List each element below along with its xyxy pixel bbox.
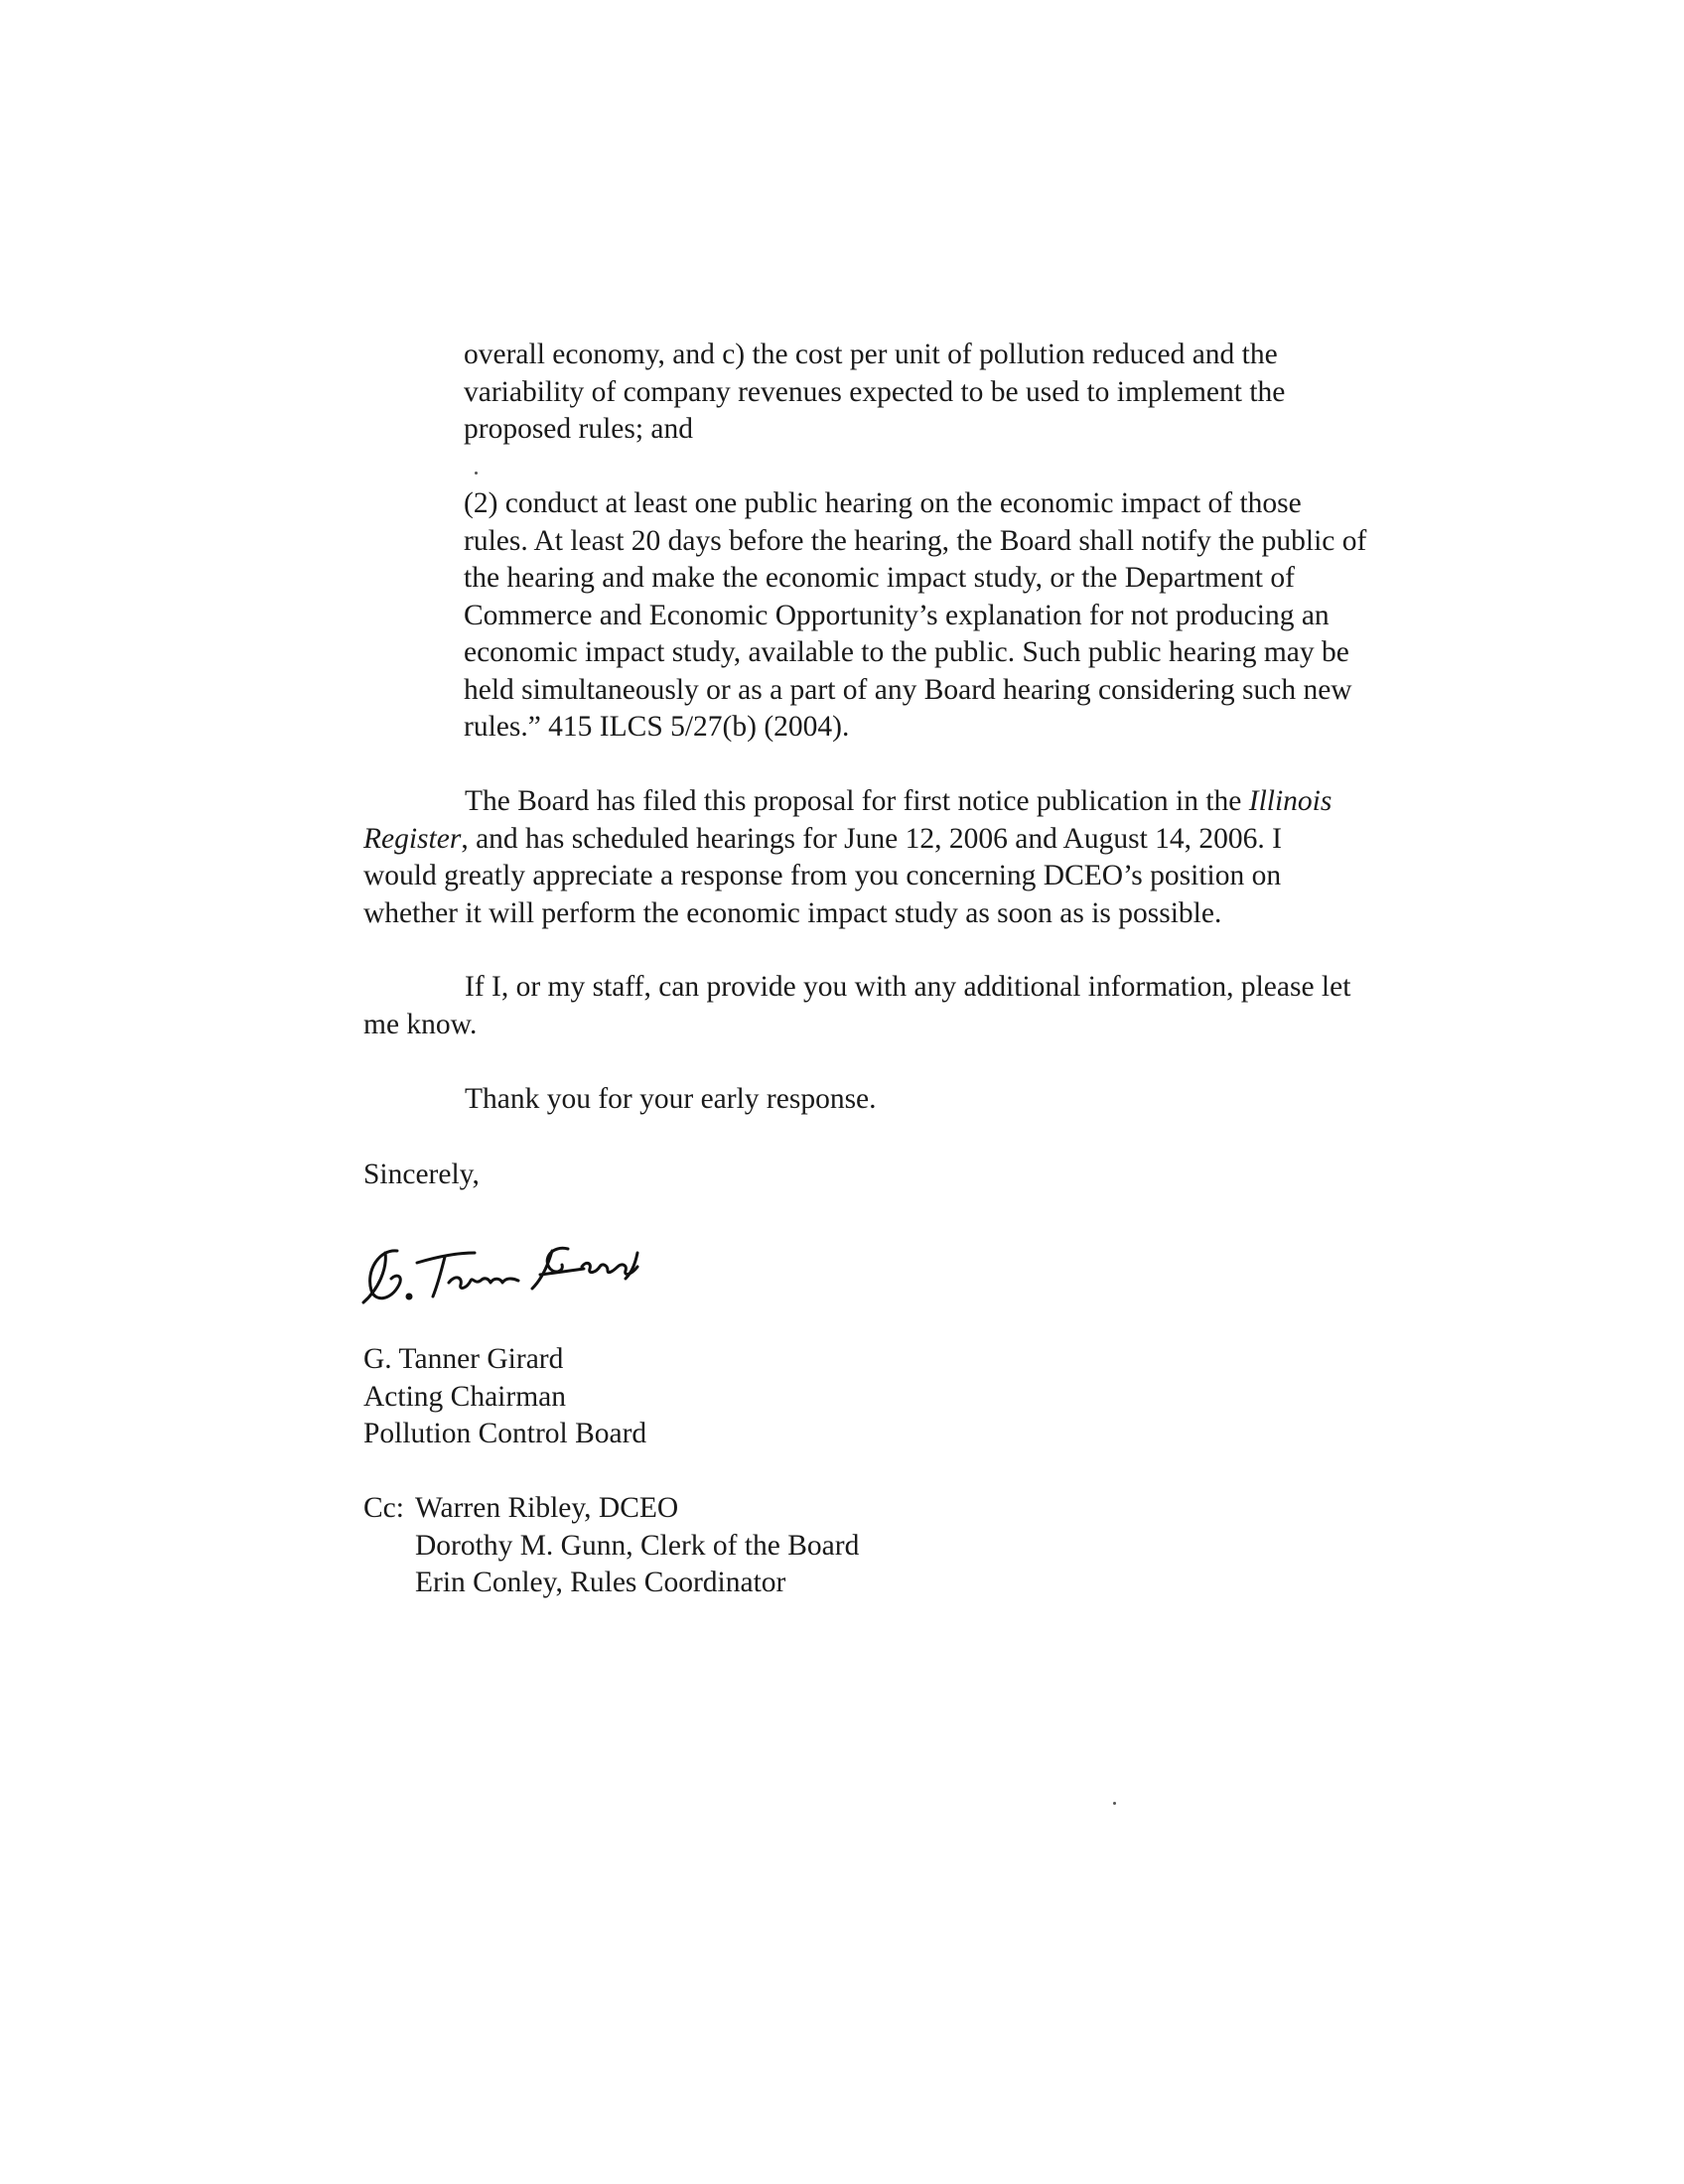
quote-line: rules. At least 20 days before the hearing, the Board shall notify the public of [464, 524, 1367, 557]
handwritten-signature [357, 1223, 715, 1312]
quote-continuation [464, 337, 1496, 449]
quote-item-2 [464, 485, 1496, 747]
paragraph-text: If I, or my staff, can provide you with any additional information, please let [465, 971, 1351, 1003]
scan-speck [1113, 1802, 1116, 1805]
signer-org: Pollution Control Board [363, 1418, 647, 1449]
quote-line: rules.” 415 ILCS 5/27(b) (2004). [464, 711, 850, 743]
cc-recipient: Warren Ribley, DCEO [415, 1492, 679, 1524]
closing-text: Sincerely, [363, 1159, 480, 1190]
signer-title: Acting Chairman [363, 1380, 566, 1413]
paragraph-thanks [363, 1081, 1456, 1119]
cc-recipient: Erin Conley, Rules Coordinator [415, 1567, 786, 1598]
closing [363, 1157, 1456, 1194]
paragraph-text: would greatly appreciate a response from you concerning DCEO’s position on [363, 860, 1282, 891]
paragraph-text: , and has scheduled hearings for June 12, 2006 and August 14, 2006. I [461, 822, 1282, 855]
cc-label: Cc: [363, 1492, 404, 1524]
quote-line: variability of company revenues expected to be used to implement the [464, 375, 1286, 408]
paragraph-board-proposal [363, 783, 1456, 932]
paragraph-text: me know. [363, 1008, 478, 1040]
paragraph-text: The Board has filed this proposal for first notice publication in the [465, 785, 1249, 817]
quote-line: proposed rules; and [464, 413, 694, 445]
paragraph-text: Thank you for your early response. [465, 1083, 877, 1115]
paragraph-additional-info [363, 969, 1456, 1043]
journal-name: Illinois [1248, 785, 1333, 817]
quote-line: the hearing and make the economic impact study, or the Department of [464, 562, 1295, 594]
quote-line: overall economy, and c) the cost per unit of pollution reduced and the [464, 339, 1278, 370]
quote-line: (2) conduct at least one public hearing on the economic impact of those [464, 487, 1302, 519]
signer-block [363, 1341, 1456, 1453]
cc-recipient: Dorothy M. Gunn, Clerk of the Board [415, 1529, 860, 1562]
quote-line: Commerce and Economic Opportunity’s explanation for not producing an [464, 599, 1330, 631]
quote-line: held simultaneously or as a part of any Board hearing considering such new [464, 673, 1352, 706]
cc-block [363, 1490, 1456, 1602]
scan-speck [475, 472, 478, 475]
paragraph-text: whether it will perform the economic impact study as soon as is possible. [363, 896, 1222, 929]
quote-line: economic impact study, available to the public. Such public hearing may be [464, 636, 1349, 668]
journal-name: Register [363, 822, 462, 855]
signer-name: G. Tanner Girard [363, 1343, 564, 1375]
